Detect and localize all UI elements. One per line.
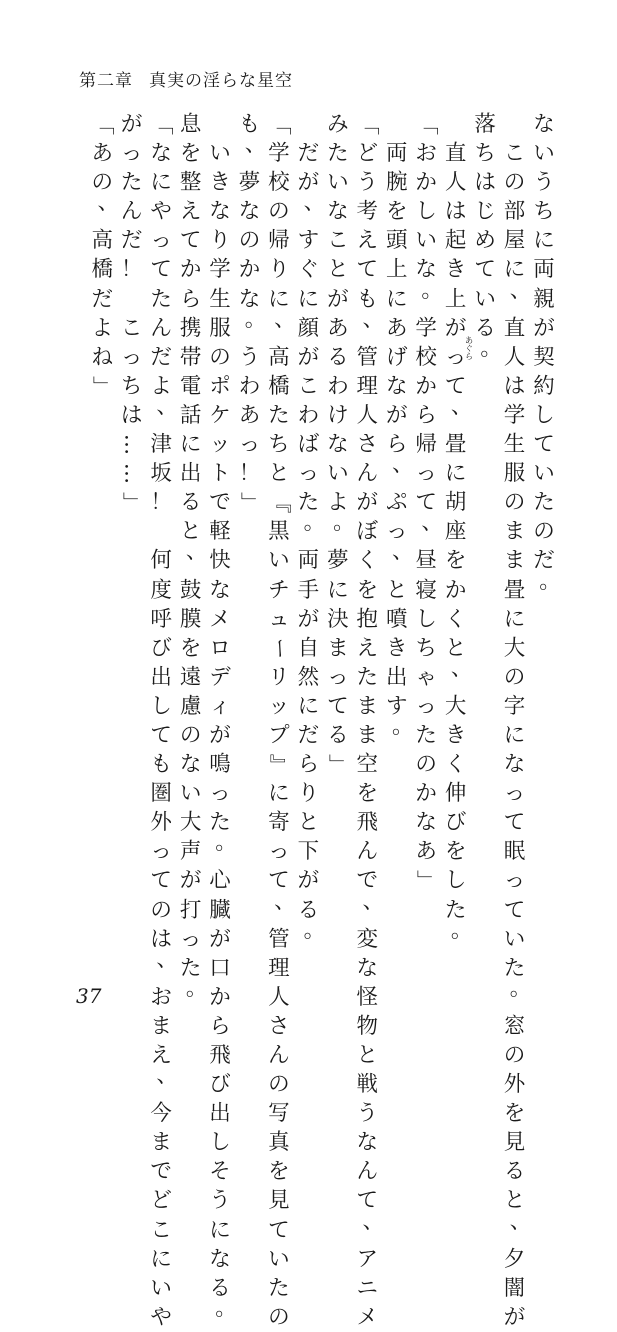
text-column: だ が 、 す ぐ に 顔 が こ わ ば っ た 。 両 手 が 自 然 に だ ら り と 下 が る 。 <box>297 141 326 943</box>
text-column: 「 学 校 の 帰 り に 、 高 橋 た ち と 『 黒 い チ ュ ー リ ッ プ 』 に 寄 っ て 、 管 理 人 さ ん の 写 真 を 見 て い た の <box>266 113 296 1330</box>
text-column: 「 お か し い な 。 学 校 か ら 帰 っ て 、 昼 寝 し ち ゃ っ た の か な あ 」 <box>413 113 443 892</box>
text-column: い き な り 学 生 服 の ポ ケ ッ ト で 軽 快 な メ ロ デ ィ が 鳴 っ た 。 心 臓 が 口 か ら 飛 び 出 し そ う に な る 。 <box>209 141 237 1321</box>
text-column: 息 を 整 え て か ら 携 帯 電 話 に 出 る と 、 鼓 膜 を 遠 慮 の な い 大 声 が 打 っ た 。 <box>179 112 208 1001</box>
chapter-title: 真実の淫らな星空 <box>149 71 293 91</box>
page-number: 37 <box>76 984 102 1008</box>
text-column: 「 あ の 、 高 橋 だ よ ね 」 <box>89 113 119 398</box>
text-column: 両 腕 を 頭 上 に あ げ な が ら 、 ぷ っ 、 と 噴 き 出 す 。 <box>385 141 414 739</box>
text-column: 「 な に や っ て た ん だ よ 、 津 坂 ！ 何 度 呼 び 出 し て も 圏 外 っ て の は 、 お ま え 、 今 ま で ど こ に い や <box>148 113 178 1330</box>
ruby-annotation: あぐら <box>465 336 473 361</box>
chapter-label: 第二章 <box>79 71 133 91</box>
running-header <box>79 66 293 91</box>
text-column: 落 ち は じ め て い る 。 <box>474 112 502 361</box>
text-column: 「 ど う 考 え て も 、 管 理 人 さ ん が ぼ く を 抱 え た ま ま 空 を 飛 ん で 、 変 な 怪 物 と 戦 う な ん て 、 ア ニ メ <box>354 113 385 1330</box>
text-column: こ の 部 屋 に 、 直 人 は 学 生 服 の ま ま 畳 に 大 の 字 に な っ て 眠 っ て い た 。 窓 の 外 を 見 る と 、 夕 闇 が <box>503 141 532 1330</box>
text-column: も 、 夢 な の か な 。 う わ あ っ ！ 」 <box>237 112 267 514</box>
text-column: 直 人 は 起 き 上 が っ て 、 畳 に 胡 座 を か く と 、 大 き く 伸 び を し た 。 <box>444 141 473 943</box>
text-column: な い う ち に 両 親 が 契 約 し て い た の だ 。 <box>533 112 561 594</box>
text-column: が っ た ん だ ！ こ っ ち は … … 」 <box>119 112 145 514</box>
text-column: み た い な こ と が あ る わ け な い よ 。 夢 に 決 ま っ て る 」 <box>325 112 355 776</box>
